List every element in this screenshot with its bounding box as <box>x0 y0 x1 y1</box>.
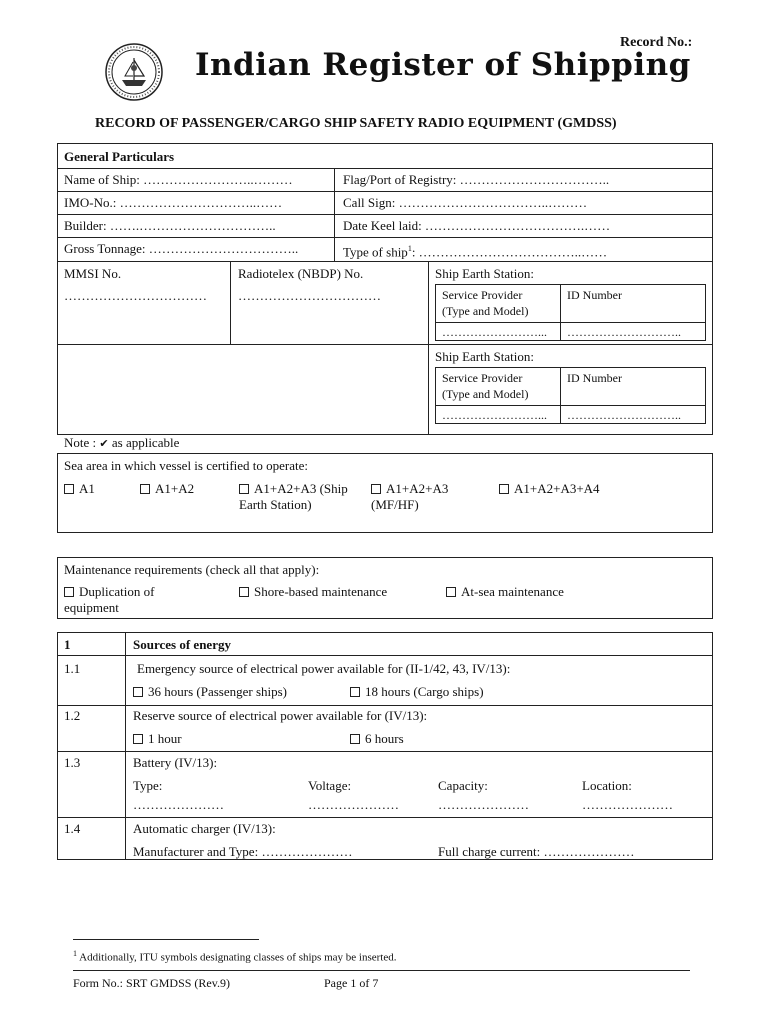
option-label: Duplication of <box>79 584 155 599</box>
battery-type-field[interactable]: ………………… <box>133 797 224 812</box>
service-provider-field[interactable]: ……………………... <box>442 325 547 339</box>
row-number: 1.3 <box>64 755 81 770</box>
emergency-power-text: Emergency source of electrical power available for (II-1/42, 43, IV/13): <box>137 661 511 676</box>
section-number: 1 <box>64 637 71 652</box>
option-label: 6 hours <box>365 731 404 746</box>
option-label: A1 <box>79 481 95 496</box>
sea-area-option-a1-a2[interactable] <box>140 481 194 496</box>
type-and-model-label: (Type and Model) <box>442 387 529 401</box>
sea-area-option-a1-a2-a3-mfhf[interactable] <box>371 481 448 496</box>
option-label-line2: equipment <box>64 600 119 615</box>
footnote-mark: 1 <box>73 949 77 958</box>
option-label: A1+A2+A3+A4 <box>514 481 600 496</box>
document-title: RECORD OF PASSENGER/CARGO SHIP SAFETY RADIO EQUIPMENT (GMDSS) <box>95 116 617 131</box>
section-title: Sources of energy <box>133 637 231 652</box>
option-label: 1 hour <box>148 731 182 746</box>
id-number-label: ID Number <box>567 371 622 385</box>
note-label: Note : <box>64 435 97 450</box>
note-text: as applicable <box>111 435 180 450</box>
mmsi-field[interactable]: …………………………… <box>64 288 207 303</box>
note-line <box>64 435 179 452</box>
call-sign-field[interactable]: Call Sign: ……………………………..……… <box>343 195 588 210</box>
form-number: Form No.: SRT GMDSS (Rev.9) <box>73 976 230 990</box>
mmsi-label: MMSI No. <box>64 266 122 281</box>
maintenance-option-duplication[interactable] <box>64 584 154 599</box>
reserve-power-text: Reserve source of electrical power available for (IV/13): <box>133 708 428 723</box>
automatic-charger-text: Automatic charger (IV/13): <box>133 821 276 836</box>
type-and-model-label: (Type and Model) <box>442 304 529 318</box>
checkbox-icon[interactable] <box>140 484 150 494</box>
checkbox-icon[interactable] <box>446 587 456 597</box>
maintenance-heading: Maintenance requirements (check all that apply): <box>64 562 320 577</box>
maintenance-option-shore-based[interactable] <box>239 584 387 599</box>
battery-location-field[interactable]: ………………… <box>582 797 673 812</box>
battery-capacity-label: Capacity: <box>438 778 488 793</box>
sea-area-option-a1-a2-a3-ses[interactable] <box>239 481 348 496</box>
footnote <box>73 946 396 966</box>
sea-area-heading: Sea area in which vessel is certified to operate: <box>64 458 309 473</box>
checkbox-icon[interactable] <box>350 687 360 697</box>
checkbox-icon[interactable] <box>371 484 381 494</box>
checkbox-icon[interactable] <box>64 484 74 494</box>
row-number: 1.4 <box>64 821 81 836</box>
checkbox-icon[interactable] <box>133 734 143 744</box>
type-of-ship-label: Type of ship <box>343 244 408 260</box>
name-of-ship-field[interactable]: Name of Ship: ……………………..……… <box>64 172 293 187</box>
date-keel-laid-field[interactable]: Date Keel laid: ……………………………….…… <box>343 218 611 233</box>
option-label: Shore-based maintenance <box>254 584 388 599</box>
checkbox-icon[interactable] <box>239 587 249 597</box>
ship-earth-station-label: Ship Earth Station: <box>435 349 534 364</box>
option-label: A1+A2+A3 <box>386 481 449 496</box>
battery-capacity-field[interactable]: ………………… <box>438 797 529 812</box>
option-label: A1+A2+A3 (Ship <box>254 481 348 496</box>
option-label: 18 hours (Cargo ships) <box>365 684 484 699</box>
option-1-hour[interactable] <box>133 731 182 746</box>
radiotelex-field[interactable]: …………………………… <box>238 288 381 303</box>
checkbox-icon[interactable] <box>499 484 509 494</box>
battery-voltage-label: Voltage: <box>308 778 352 793</box>
battery-voltage-field[interactable]: ………………… <box>308 797 399 812</box>
id-number-label: ID Number <box>567 288 622 302</box>
option-label-line2: Earth Station) <box>239 497 312 512</box>
row-number: 1.1 <box>64 661 81 676</box>
gross-tonnage-field[interactable]: Gross Tonnage: …………………………….. <box>64 241 299 256</box>
footer-separator <box>73 970 690 971</box>
checkbox-icon[interactable] <box>239 484 249 494</box>
service-provider-field[interactable]: ……………………... <box>442 408 547 422</box>
option-label: 36 hours (Passenger ships) <box>148 684 288 699</box>
service-provider-label: Service Provider <box>442 288 523 302</box>
checkmark-icon: ✔ <box>99 438 109 450</box>
record-number-label: Record No.: <box>620 35 693 50</box>
battery-location-label: Location: <box>582 778 632 793</box>
option-18-hours[interactable] <box>350 684 484 699</box>
charger-manufacturer-field[interactable]: Manufacturer and Type: ………………… <box>133 844 353 859</box>
maintenance-option-at-sea[interactable] <box>446 584 564 599</box>
option-36-hours[interactable] <box>133 684 287 699</box>
id-number-field[interactable]: ……………………….. <box>567 408 681 422</box>
flag-port-field[interactable]: Flag/Port of Registry: …………………………….. <box>343 172 610 187</box>
full-charge-current-field[interactable]: Full charge current: ………………… <box>438 844 635 859</box>
imo-number-field[interactable]: IMO-No.: …………………………..…… <box>64 195 283 210</box>
checkbox-icon[interactable] <box>133 687 143 697</box>
radiotelex-label: Radiotelex (NBDP) No. <box>238 266 364 281</box>
service-provider-label: Service Provider <box>442 371 523 385</box>
page-number: Page 1 of 7 <box>324 976 379 990</box>
footnote-separator <box>73 939 259 940</box>
footnote-text: Additionally, ITU symbols designating classes of ships may be inserted. <box>79 951 397 964</box>
battery-type-label: Type: <box>133 778 163 793</box>
option-label: At-sea maintenance <box>461 584 564 599</box>
organization-name: Indian Register of Shipping <box>195 47 691 83</box>
irs-seal-logo <box>104 42 164 102</box>
footnote-reference: 1 <box>407 244 412 253</box>
battery-text: Battery (IV/13): <box>133 755 218 770</box>
type-of-ship-field[interactable] <box>343 241 607 259</box>
id-number-field[interactable]: ……………………….. <box>567 325 681 339</box>
row-number: 1.2 <box>64 708 81 723</box>
option-label-line2: (MF/HF) <box>371 497 419 512</box>
builder-field[interactable]: Builder: …….………………………….. <box>64 218 276 233</box>
sea-area-option-a1-a2-a3-a4[interactable] <box>499 481 600 496</box>
general-particulars-heading: General Particulars <box>64 149 175 164</box>
type-of-ship-dots: : ………………………………..…… <box>411 244 608 260</box>
option-6-hours[interactable] <box>350 731 404 746</box>
checkbox-icon[interactable] <box>350 734 360 744</box>
option-label: A1+A2 <box>155 481 195 496</box>
sea-area-option-a1[interactable] <box>64 481 95 496</box>
ship-earth-station-label: Ship Earth Station: <box>435 266 534 281</box>
checkbox-icon[interactable] <box>64 587 74 597</box>
